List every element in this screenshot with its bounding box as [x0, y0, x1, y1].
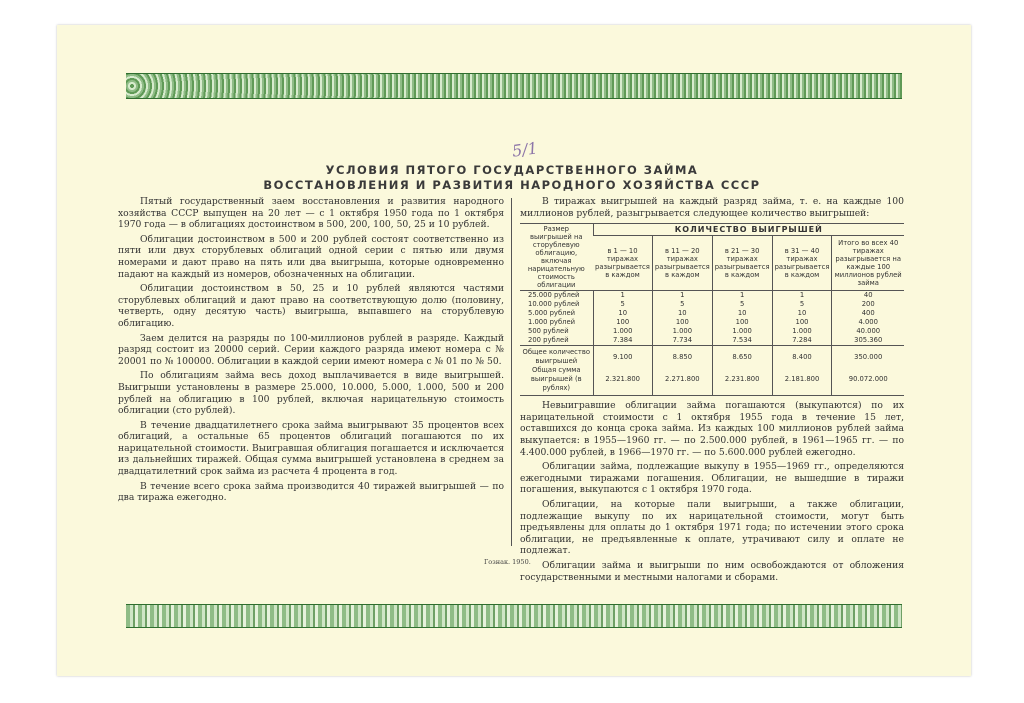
top-ornamental-border — [126, 73, 902, 99]
table-header-group: КОЛИЧЕСТВО ВЫИГРЫШЕЙ — [593, 224, 904, 236]
table-row — [520, 327, 904, 336]
table-cell: 5 — [712, 300, 772, 309]
table-cell: 5 — [652, 300, 712, 309]
table-cell: 1 — [593, 291, 652, 301]
paragraph: Облигации достоинством в 500 и 200 рублей состоят соответственно из пяти или двух сторублевых облигаций одной серии с пятью или двумя номерами и дают право на пять или два выигрыша, которые одновременно падают на каждый из номеров, обозначенных на облигации. — [118, 233, 504, 280]
document-title-line2: ВОССТАНОВЛЕНИЯ И РАЗВИТИЯ НАРОДНОГО ХОЗЯЙСТВА СССР — [263, 178, 761, 192]
document-title-line1: УСЛОВИЯ ПЯТОГО ГОСУДАРСТВЕННОГО ЗАЙМА — [325, 163, 699, 177]
table-row — [520, 309, 904, 318]
table-cell: 9.100 — [593, 346, 652, 367]
paragraph: Невыигравшие облигации займа погашаются (выкупаются) по их нарицательной стоимости с 1 октября 1955 года в течение 15 лет, оставшихся до конца срока займа. Из каждых 100 миллионов рублей займа выкупается: в 1955—1960 гг. — по 2.500.000 рублей, в 1961—1965 гг. — по 4.400.000 рублей, в 1966—1970 гг. — по 5.600.000 рублей ежегодно. — [520, 400, 904, 458]
table-row — [520, 318, 904, 327]
table-cell: 100 — [712, 318, 772, 327]
table-cell: 7.534 — [712, 336, 772, 346]
table-cell: 5 — [593, 300, 652, 309]
table-cell: 90.072.000 — [832, 366, 904, 396]
paragraph: В течение всего срока займа производится 40 тиражей выигрышей — по два тиража ежегодно. — [118, 480, 504, 504]
table-cell: 10 — [593, 309, 652, 318]
table-row — [520, 291, 904, 301]
table-cell: 10 — [772, 309, 832, 318]
printer-imprint: Гознак. 1950. — [484, 558, 531, 566]
table-cell: 1.000 — [712, 327, 772, 336]
table-cell: 500 рублей — [528, 327, 569, 336]
right-column — [520, 196, 904, 586]
table-row-total-sum — [520, 366, 904, 396]
table-cell: 400 — [832, 309, 904, 318]
table-cell: 2.321.800 — [593, 366, 652, 396]
table-cell: 5 — [772, 300, 832, 309]
table-cell: 8.650 — [712, 346, 772, 367]
table-cell: 7.384 — [593, 336, 652, 346]
paragraph: В течение двадцатилетнего срока займа выигрывают 35 процентов всех облигаций, а остальные 65 процентов облигаций погашаются по их нарицательной стоимости. Выигравшая облигация погашается и исключается из дальнейших тиражей. Общая сумма выигрышей установлена в среднем за двадцатилетний срок займа из расчета 4 процента в год. — [118, 419, 504, 478]
ink-mark: 5/1 — [510, 138, 539, 161]
table-cell: 40 — [832, 291, 904, 301]
table-cell: 200 — [832, 300, 904, 309]
table-cell: 2.181.800 — [772, 366, 832, 396]
table-cell: Общее количество выигрышей — [520, 346, 593, 367]
paragraph: Облигации, на которые пали выигрыши, а также облигации, подлежащие выкупу по их нарицательной стоимости, могут быть предъявлены для оплаты до 1 октября 1971 года; по истечении этого срока облигации, не предъявленные к оплате, утрачивают силу и оплате не подлежат. — [520, 498, 904, 557]
bottom-ornamental-border — [126, 604, 902, 628]
paragraph: В тиражах выигрышей на каждый разряд займа, т. е. на каждые 100 миллионов рублей, разыгрывается следующее количество выигрышей: — [520, 196, 904, 219]
table-cell: 350.000 — [832, 346, 904, 367]
table-cell: 5.000 рублей — [528, 309, 576, 318]
paragraph: Облигации займа, подлежащие выкупу в 1955—1969 гг., определяются ежегодными тиражами погашения. Облигации, не вышедшие в тиражи погашения, выкупаются с 1 октября 1970 года. — [520, 461, 904, 496]
column-divider — [511, 198, 512, 546]
paragraph: Облигации достоинством в 50, 25 и 10 рублей являются частями сторублевых облигаций и дают право на соответствующую долю (половину, четверть, одну десятую часть) выигрыша, выпавшего на сторублевую облигацию. — [118, 283, 504, 329]
winnings-table — [520, 223, 904, 396]
table-header: в 1 — 10 тиражах разыгрывается в каждом — [593, 236, 652, 291]
table-cell: 1 — [652, 291, 712, 301]
table-row-total-count — [520, 346, 904, 367]
table-cell: 1.000 — [772, 327, 832, 336]
table-cell: 25.000 рублей — [528, 291, 580, 300]
table-cell: 1.000 — [593, 327, 652, 336]
paragraph: По облигациям займа весь доход выплачивается в виде выигрышей. Выигрыши установлены в размере 25.000, 10.000, 5.000, 1.000, 500 и 200 рублей на облигацию в 100 рублей, включая нарицательную стоимость облигации (сто рублей). — [118, 370, 504, 417]
table-cell: 10 — [712, 309, 772, 318]
table-cell: 1 — [712, 291, 772, 301]
table-cell: 200 рублей — [528, 336, 569, 345]
table-cell: 100 — [652, 318, 712, 327]
paragraph: Пятый государственный заем восстановления и развития народного хозяйства СССР выпущен на 20 лет — с 1 октября 1950 года по 1 октября 1970 года — в облигациях достоинством в 500, 200, 100, 50, 25 и 10 рублей. — [118, 196, 504, 231]
table-cell: 2.231.800 — [712, 366, 772, 396]
table-cell: Общая сумма выигрышей (в рублях) — [520, 366, 593, 396]
table-cell: 4.000 — [832, 318, 904, 327]
table-header-prize: Размер выигрышей на сторублевую облигацию, включая нарицательную стоимость облигации — [520, 224, 593, 291]
table-header: в 31 — 40 тиражах разыгрывается в каждом — [772, 236, 832, 291]
table-cell: 8.850 — [652, 346, 712, 367]
paragraph: Заем делится на разряды по 100-миллионов рублей в разряде. Каждый разряд состоит из 20000 серий. Серии каждого разряда имеют номера с № 20001 по № 100000. Облигации в каждой серии имеют номера с № 01 по № 50. — [118, 332, 504, 367]
table-cell: 1.000 рублей — [528, 318, 576, 327]
table-header: в 11 — 20 тиражах разыгрывается в каждом — [652, 236, 712, 291]
table-row — [520, 336, 904, 346]
table-cell: 40.000 — [832, 327, 904, 336]
table-row — [520, 300, 904, 309]
table-cell: 10 — [652, 309, 712, 318]
table-header: Итого во всех 40 тиражах разыгрывается на каждые 100 миллионов рублей займа — [832, 236, 904, 291]
table-cell: 8.400 — [772, 346, 832, 367]
table-cell: 100 — [772, 318, 832, 327]
table-cell: 2.271.800 — [652, 366, 712, 396]
table-cell: 100 — [593, 318, 652, 327]
left-column — [118, 196, 504, 507]
table-cell: 7.284 — [772, 336, 832, 346]
table-cell: 1 — [772, 291, 832, 301]
table-cell: 10.000 рублей — [528, 300, 580, 309]
paragraph: Облигации займа и выигрыши по ним освобождаются от обложения государственными и местными налогами и сборами. — [520, 559, 904, 583]
table-cell: 1.000 — [652, 327, 712, 336]
table-cell: 7.734 — [652, 336, 712, 346]
table-cell: 305.360 — [832, 336, 904, 346]
table-header: в 21 — 30 тиражах разыгрывается в каждом — [712, 236, 772, 291]
